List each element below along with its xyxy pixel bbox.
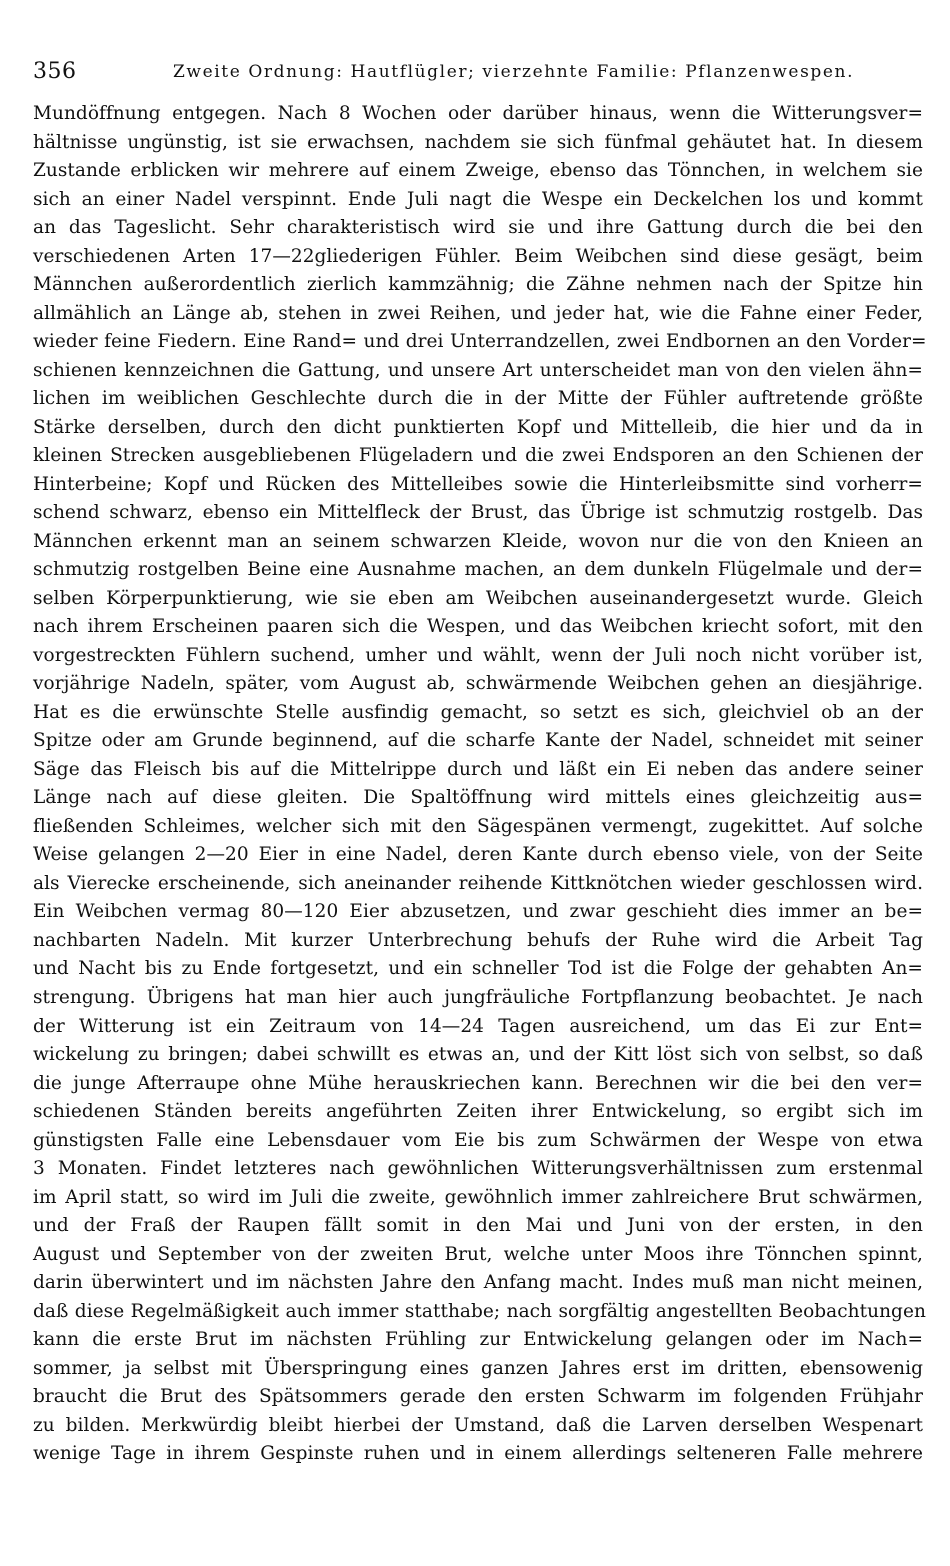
text-line: im April statt, so wird im Juli die zweite, gewöhnlich immer zahlreichere Brut schwärmen,	[33, 1186, 923, 1208]
text-line: zu bilden. Merkwürdig bleibt hierbei der Umstand, daß die Larven derselben Wespenart	[33, 1414, 923, 1436]
text-line: als Vierecke erscheinende, sich aneinander reihende Kittknötchen wieder geschlossen wird.	[33, 872, 923, 894]
text-line: daß diese Regelmäßigkeit auch immer statthabe; nach sorgfältig angestellten Beobachtungen	[33, 1300, 926, 1322]
text-line: schiedenen Ständen bereits angeführten Zeiten ihrer Entwickelung, so ergibt sich im	[33, 1101, 923, 1123]
body-text	[33, 100, 927, 1469]
text-line: Weise gelangen 2—20 Eier in eine Nadel, deren Kante durch ebenso viele, von der Seite	[33, 844, 923, 866]
text-line: nach ihrem Erscheinen paaren sich die Wespen, und das Weibchen kriecht sofort, mit den	[33, 616, 923, 638]
text-line: wickelung zu bringen; dabei schwillt es etwas an, und der Kitt löst sich von selbst, so daß	[33, 1044, 923, 1066]
text-line: schmutzig rostgelben Beine eine Ausnahme machen, an dem dunkeln Flügelmale und der=	[33, 559, 923, 581]
text-line: sommer, ja selbst mit Überspringung eines ganzen Jahres erst im dritten, ebensowenig	[33, 1357, 923, 1379]
text-line: selben Körperpunktierung, wie sie eben am Weibchen auseinandergesetzt wurde. Gleich	[33, 587, 923, 609]
text-line: schend schwarz, ebenso ein Mittelfleck der Brust, das Übrige ist schmutzig rostgelb. Das	[33, 502, 923, 524]
text-line: Zustande erblicken wir mehrere auf einem Zweige, ebenso das Tönnchen, in welchem sie	[33, 160, 923, 182]
text-line: die junge Afterraupe ohne Mühe herauskriechen kann. Berechnen wir die bei den ver=	[33, 1072, 923, 1094]
text-line: der Witterung ist ein Zeitraum von 14—24 Tagen ausreichend, um das Ei zur Ent=	[33, 1015, 923, 1037]
page-header	[33, 58, 923, 88]
text-line: Säge das Fleisch bis auf die Mittelrippe durch und läßt ein Ei neben das andere seiner	[33, 758, 923, 780]
text-line: und Nacht bis zu Ende fortgesetzt, und ein schneller Tod ist die Folge der gehabten An=	[33, 958, 923, 980]
text-line: schienen kennzeichnen die Gattung, und unsere Art unterscheidet man von den vielen ähn=	[33, 359, 923, 381]
text-line: braucht die Brut des Spätsommers gerade den ersten Schwarm im folgenden Frühjahr	[33, 1386, 923, 1408]
text-line: Männchen außerordentlich zierlich kammzähnig; die Zähne nehmen nach der Spitze hin	[33, 274, 923, 296]
text-line: vorgestreckten Fühlern suchend, umher und wählt, wenn der Juli noch nicht vorüber ist,	[33, 644, 923, 666]
text-line: Stärke derselben, durch den dicht punktierten Kopf und Mittelleib, die hier und da in	[33, 416, 923, 438]
text-line: fließenden Schleimes, welcher sich mit den Sägespänen vermengt, zugekittet. Auf solche	[33, 815, 923, 837]
page-number: 356	[33, 59, 77, 84]
text-line: kleinen Strecken ausgebliebenen Flügeladern und die zwei Endsporen an den Schienen der	[33, 445, 923, 467]
text-line: August und September von der zweiten Brut, welche unter Moos ihre Tönnchen spinnt,	[33, 1243, 923, 1265]
text-line: 3 Monaten. Findet letzteres nach gewöhnlichen Witterungsverhältnissen zum erstenmal	[33, 1158, 923, 1180]
text-line: nachbarten Nadeln. Mit kurzer Unterbrechung behufs der Ruhe wird die Arbeit Tag	[33, 929, 923, 951]
text-line: kann die erste Brut im nächsten Frühling zur Entwickelung gelangen oder im Nach=	[33, 1329, 923, 1351]
text-line: wieder feine Fiedern. Eine Rand= und drei Unterrandzellen, zwei Endbornen an den Vorder=	[33, 331, 927, 353]
text-line: sich an einer Nadel verspinnt. Ende Juli nagt die Wespe ein Deckelchen los und kommt	[33, 188, 923, 210]
text-line: Männchen erkennt man an seinem schwarzen Kleide, wovon nur die von den Knieen an	[33, 530, 923, 552]
text-line: Länge nach auf diese gleiten. Die Spaltöffnung wird mittels eines gleichzeitig aus=	[33, 787, 923, 809]
text-line: vorjährige Nadeln, später, vom August ab, schwärmende Weibchen gehen an diesjährige.	[33, 673, 923, 695]
text-line: darin überwintert und im nächsten Jahre den Anfang macht. Indes muß man nicht meinen,	[33, 1272, 923, 1294]
text-line: und der Fraß der Raupen fällt somit in den Mai und Juni von der ersten, in den	[33, 1215, 923, 1237]
text-line: Ein Weibchen vermag 80—120 Eier abzusetzen, und zwar geschieht dies immer an be=	[33, 901, 923, 923]
text-line: Spitze oder am Grunde beginnend, auf die scharfe Kante der Nadel, schneidet mit seiner	[33, 730, 923, 752]
text-line: an das Tageslicht. Sehr charakteristisch wird sie und ihre Gattung durch die bei den	[33, 217, 923, 239]
text-line: wenige Tage in ihrem Gespinste ruhen und in einem allerdings selteneren Falle mehrere	[33, 1443, 923, 1465]
text-line: allmählich an Länge ab, stehen in zwei Reihen, und jeder hat, wie die Fahne einer Feder,	[33, 302, 923, 324]
text-line: hältnisse ungünstig, ist sie erwachsen, nachdem sie sich fünfmal gehäutet hat. In diesem	[33, 131, 923, 153]
text-line: verschiedenen Arten 17—22gliederigen Fühler. Beim Weibchen sind diese gesägt, beim	[33, 245, 923, 267]
running-head: Zweite Ordnung: Hautflügler; vierzehnte Familie: Pflanzenwespen.	[173, 62, 855, 82]
text-line: lichen im weiblichen Geschlechte durch die in der Mitte der Fühler auftretende größte	[33, 388, 923, 410]
text-line: strengung. Übrigens hat man hier auch jungfräuliche Fortpflanzung beobachtet. Je nach	[33, 986, 923, 1008]
text-line: Hat es die erwünschte Stelle ausfindig gemacht, so setzt es sich, gleichviel ob an der	[33, 701, 923, 723]
text-line: günstigsten Falle eine Lebensdauer vom Eie bis zum Schwärmen der Wespe von etwa	[33, 1129, 923, 1151]
text-line: Hinterbeine; Kopf und Rücken des Mittelleibes sowie die Hinterleibsmitte sind vorherr=	[33, 473, 923, 495]
text-line: Mundöffnung entgegen. Nach 8 Wochen oder darüber hinaus, wenn die Witterungsver=	[33, 103, 923, 124]
